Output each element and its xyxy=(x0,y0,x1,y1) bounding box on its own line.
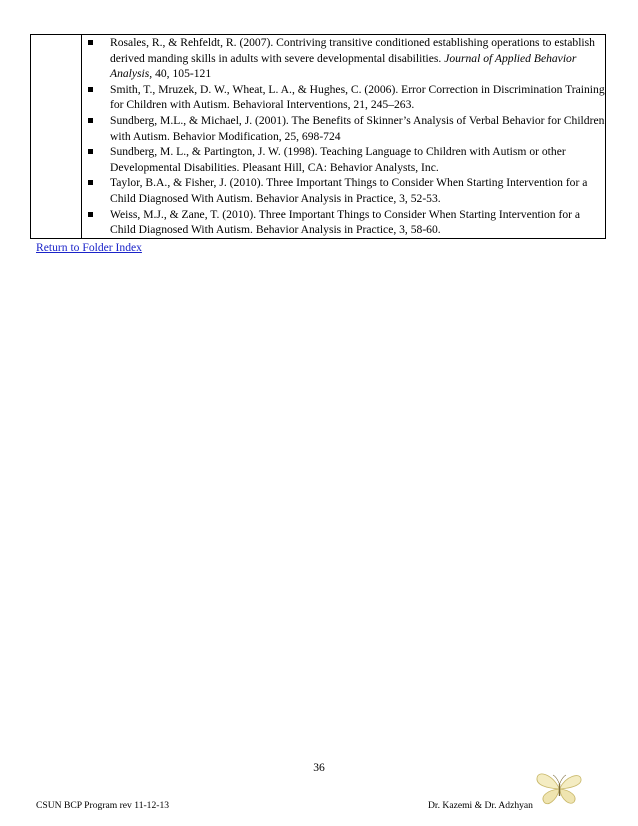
square-bullet-icon xyxy=(88,149,93,154)
references-list xyxy=(82,35,605,238)
empty-left-cell xyxy=(31,35,82,239)
reference-text: Smith, T., Mruzek, D. W., Wheat, L. A., & Hughes, C. (2006). Error Correction in Discrimination Training for Children with Autism. Behavioral Interventions, 21, 245–263. xyxy=(110,82,605,112)
reference-text: Rosales, R., & Rehfeldt, R. (2007). Contriving transitive conditioned establishing operations to establish derived manding skills in adults with severe developmental disabilities. xyxy=(110,36,595,65)
reference-item xyxy=(82,82,605,113)
references-row xyxy=(31,35,606,239)
butterfly-icon xyxy=(532,768,586,808)
reference-volume: 40, 105-121 xyxy=(152,67,212,81)
square-bullet-icon xyxy=(88,212,93,217)
reference-item xyxy=(82,113,605,144)
return-to-folder-index-link[interactable]: Return to Folder Index xyxy=(36,241,142,254)
reference-item xyxy=(82,207,605,238)
journal-title: Journal of Applied Behavior Analysis, xyxy=(110,51,577,81)
square-bullet-icon xyxy=(88,87,93,92)
page-number: 36 xyxy=(313,761,325,774)
references-table xyxy=(30,34,606,239)
footer-program-revision: CSUN BCP Program rev 11-12-13 xyxy=(36,800,170,811)
reference-text: Sundberg, M. L., & Partington, J. W. (1998). Teaching Language to Children with Autism or other Developmental Disabilities. Pleasant Hill, CA: Behavior Analysts, Inc. xyxy=(110,145,566,174)
footer-authors: Dr. Kazemi & Dr. Adzhyan xyxy=(428,800,533,811)
reference-item xyxy=(82,35,605,82)
reference-text: Weiss, M.J., & Zane, T. (2010). Three Important Things to Consider When Starting Intervention for a Child Diagnosed With Autism. Behavior Analysis in Practice, 3, 58-60. xyxy=(110,207,581,237)
reference-text: Taylor, B.A., & Fisher, J. (2010). Three Important Things to Consider When Starting Intervention for a Child Diagnosed With Autism. Behavior Analysis in Practice, 3, 52-53. xyxy=(110,176,588,205)
square-bullet-icon xyxy=(88,180,93,185)
reference-text: Sundberg, M.L., & Michael, J. (2001). The Benefits of Skinner’s Analysis of Verbal Behavior for Children with Autism. Behavior Modification, 25, 698-724 xyxy=(110,113,605,143)
square-bullet-icon xyxy=(88,40,93,45)
reference-item xyxy=(82,144,605,175)
reference-item xyxy=(82,175,605,206)
references-cell xyxy=(82,35,606,239)
square-bullet-icon xyxy=(88,118,93,123)
